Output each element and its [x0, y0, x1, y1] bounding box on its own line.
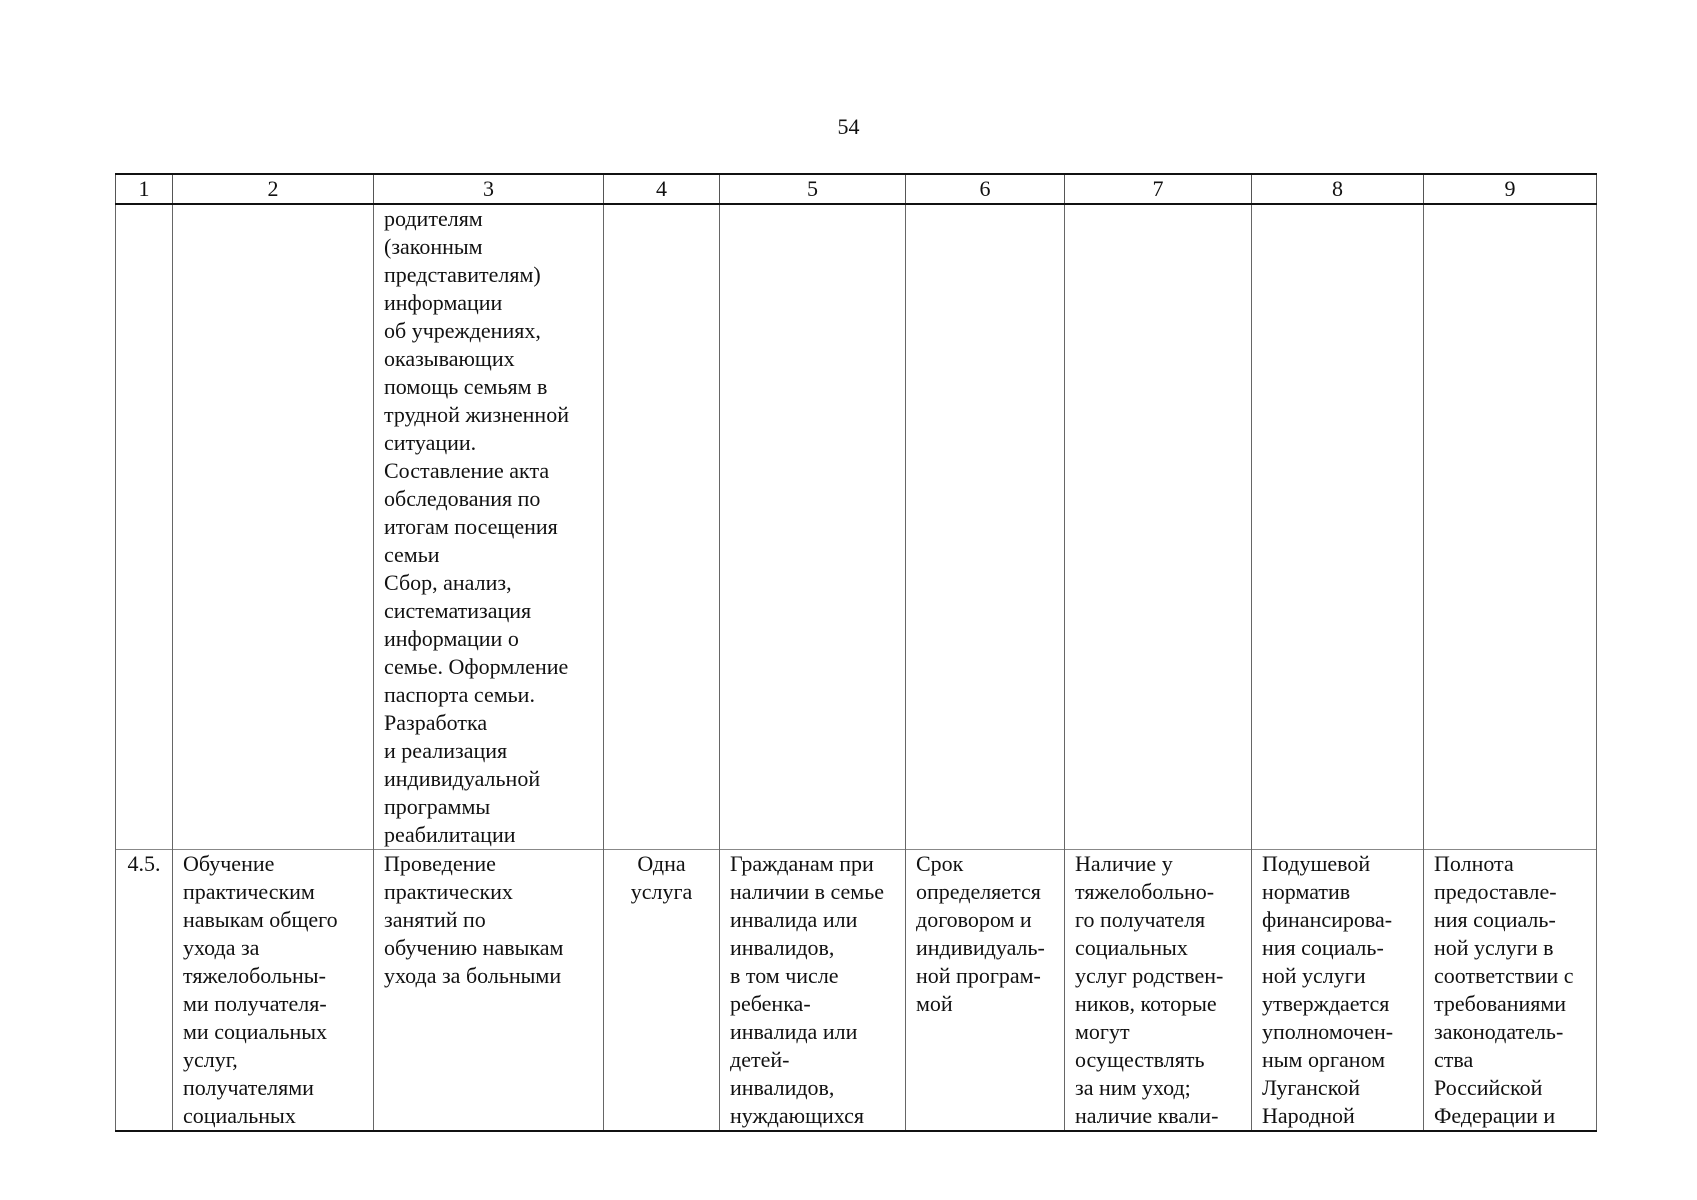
table-row-continuation	[116, 204, 1597, 850]
cell-financing	[1252, 204, 1424, 850]
header-col-9: 9	[1424, 174, 1597, 204]
cell-unit	[604, 204, 720, 850]
table-row-4-5	[116, 850, 1597, 1132]
cell-service-name	[173, 204, 374, 850]
header-col-1: 1	[116, 174, 173, 204]
cell-unit: Одна услуга	[604, 850, 720, 1132]
cell-recipients	[720, 204, 906, 850]
cell-number	[116, 204, 173, 850]
cell-quality: Полнота предоставле- ния социаль- ной услуги в соответствии с требованиями законодатель- ства Российской Федерации и	[1424, 850, 1597, 1132]
header-col-4: 4	[604, 174, 720, 204]
header-col-3: 3	[374, 174, 604, 204]
cell-term	[906, 204, 1065, 850]
cell-conditions: Наличие у тяжелобольно- го получателя социальных услуг родствен- ников, которые могут осуществлять за ним уход; наличие квали-	[1065, 850, 1252, 1132]
cell-recipients: Гражданам при наличии в семье инвалида или инвалидов, в том числе ребенка- инвалида или детей- инвалидов, нуждающихся	[720, 850, 906, 1132]
header-col-6: 6	[906, 174, 1065, 204]
page-number: 54	[837, 114, 860, 139]
cell-service-name: Обучение практическим навыкам общего ухода за тяжелобольны- ми получателя- ми социальных услуг, получателями социальных	[173, 850, 374, 1132]
header-col-7: 7	[1065, 174, 1252, 204]
header-row	[116, 174, 1597, 204]
cell-conditions	[1065, 204, 1252, 850]
cell-term: Срок определяется договором и индивидуаль- ной програм- мой	[906, 850, 1065, 1132]
cell-quality	[1424, 204, 1597, 850]
cell-number: 4.5.	[116, 850, 173, 1132]
header-col-8: 8	[1252, 174, 1424, 204]
services-table	[115, 173, 1597, 1132]
cell-service-description: родителям (законным представителям) информации об учреждениях, оказывающих помощь семьям в трудной жизненной ситуации. Составление акта обследования по итогам посещения семьи Сбор, анализ, систематизация информации о семье. Оформление паспорта семьи. Разработка и реализация индивидуальной программы реабилитации	[374, 204, 604, 850]
header-col-2: 2	[173, 174, 374, 204]
cell-financing: Подушевой норматив финансирова- ния социаль- ной услуги утверждается уполномочен- ным органом Луганской Народной	[1252, 850, 1424, 1132]
header-col-5: 5	[720, 174, 906, 204]
cell-service-description: Проведение практических занятий по обучению навыкам ухода за больными	[374, 850, 604, 1132]
